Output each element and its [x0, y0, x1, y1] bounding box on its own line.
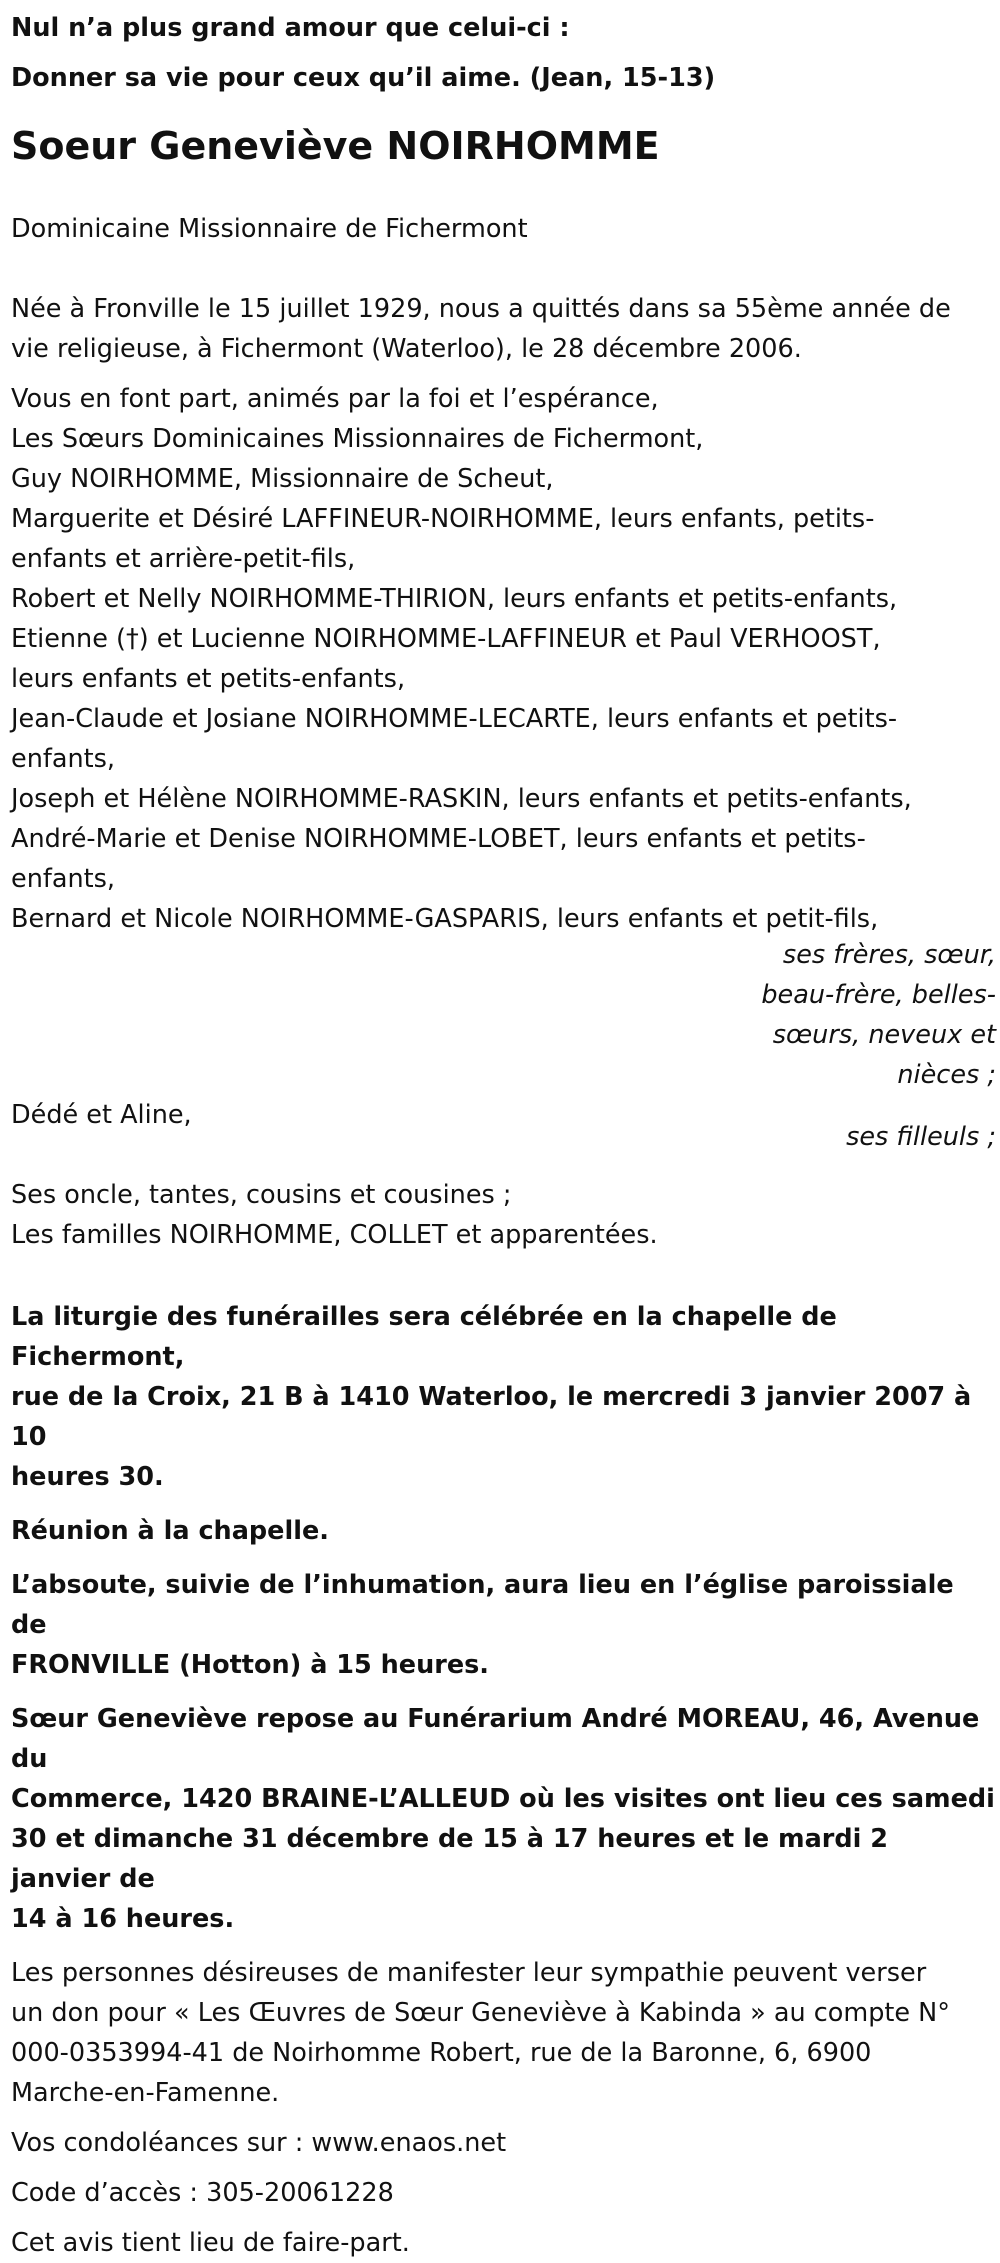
donation-line: Les personnes désireuses de manifester leur sympathie peuvent verser	[11, 1958, 927, 1988]
family-list	[11, 379, 996, 939]
family-line: Robert et Nelly NOIRHOMME-THIRION, leurs enfants et petits-enfants,	[11, 584, 898, 614]
godchildren-names: Dédé et Aline,	[11, 1100, 192, 1130]
siblings-label-line: sœurs, neveux et	[772, 1020, 996, 1050]
absoute-line: FRONVILLE (Hotton) à 15 heures.	[11, 1650, 489, 1680]
family-line: Marguerite et Désiré LAFFINEUR-NOIRHOMME, leurs enfants, petits-	[11, 504, 875, 534]
access-code-line: Code d’accès : 305-20061228	[11, 2178, 394, 2208]
birth-line-1: Née à Fronville le 15 juillet 1929, nous a quittés dans sa 55ème année de	[11, 294, 951, 324]
godchildren-label: ses filleuls ;	[846, 1122, 996, 1152]
page-title: Soeur Geneviève NOIRHOMME	[11, 124, 660, 168]
liturgy-line: La liturgie des funérailles sera célébrée en la chapelle de Fichermont,	[11, 1302, 837, 1372]
reunion-line: Réunion à la chapelle.	[11, 1516, 329, 1546]
birth-paragraph	[11, 289, 996, 369]
repose-line: Commerce, 1420 BRAINE-L’ALLEUD où les visites ont lieu ces samedi	[11, 1784, 995, 1814]
condolences-line: Vos condoléances sur : www.enaos.net	[11, 2128, 507, 2158]
repose-paragraph	[11, 1699, 996, 1939]
quote-line-1: Nul n’a plus grand amour que celui-ci :	[11, 13, 570, 43]
family-line: enfants,	[11, 744, 116, 774]
repose-line: 30 et dimanche 31 décembre de 15 à 17 heures et le mardi 2 janvier de	[11, 1824, 888, 1894]
liturgy-line: rue de la Croix, 21 B à 1410 Waterloo, le mercredi 3 janvier 2007 à 10	[11, 1382, 972, 1452]
donation-paragraph	[11, 1953, 996, 2113]
birth-line-2: vie religieuse, à Fichermont (Waterloo), le 28 décembre 2006.	[11, 334, 802, 364]
family-line: Etienne (†) et Lucienne NOIRHOMME-LAFFINEUR et Paul VERHOOST,	[11, 624, 881, 654]
subtitle: Dominicaine Missionnaire de Fichermont	[11, 214, 528, 244]
family-line: André-Marie et Denise NOIRHOMME-LOBET, leurs enfants et petits-	[11, 824, 866, 854]
family-line: leurs enfants et petits-enfants,	[11, 664, 406, 694]
repose-line: Sœur Geneviève repose au Funérarium André MOREAU, 46, Avenue du	[11, 1704, 980, 1774]
siblings-label-line: nièces ;	[897, 1060, 996, 1090]
family-line: Jean-Claude et Josiane NOIRHOMME-LECARTE, leurs enfants et petits-	[11, 704, 898, 734]
godchildren-row	[11, 1095, 996, 1175]
family-line: enfants et arrière-petit-fils,	[11, 544, 356, 574]
liturgy-paragraph	[11, 1297, 996, 1497]
repose-line: 14 à 16 heures.	[11, 1904, 235, 1934]
donation-line: Marche-en-Famenne.	[11, 2078, 280, 2108]
siblings-label-line: beau-frère, belles-	[761, 980, 996, 1010]
donation-line: 000-0353994-41 de Noirhomme Robert, rue de la Baronne, 6, 6900	[11, 2038, 872, 2068]
siblings-label-line: ses frères, sœur,	[782, 940, 996, 970]
family-line: Guy NOIRHOMME, Missionnaire de Scheut,	[11, 464, 554, 494]
family-line: Vous en font part, animés par la foi et l’espérance,	[11, 384, 659, 414]
obituary-notice	[11, 8, 996, 2263]
family-line: Les Sœurs Dominicaines Missionnaires de Fichermont,	[11, 424, 704, 454]
liturgy-line: heures 30.	[11, 1462, 164, 1492]
quote-line-2: Donner sa vie pour ceux qu’il aime. (Jean, 15-13)	[11, 63, 716, 93]
family-line: Bernard et Nicole NOIRHOMME-GASPARIS, leurs enfants et petit-fils,	[11, 904, 879, 934]
family-line: Joseph et Hélène NOIRHOMME-RASKIN, leurs enfants et petits-enfants,	[11, 784, 912, 814]
uncles-line: Ses oncle, tantes, cousins et cousines ;	[11, 1180, 512, 1210]
absoute-line: L’absoute, suivie de l’inhumation, aura lieu en l’église paroissiale de	[11, 1570, 954, 1640]
family-line: enfants,	[11, 864, 116, 894]
absoute-paragraph	[11, 1565, 996, 1685]
siblings-label	[11, 935, 996, 1095]
notice-line: Cet avis tient lieu de faire-part.	[11, 2228, 410, 2258]
families-line: Les familles NOIRHOMME, COLLET et apparentées.	[11, 1220, 658, 1250]
donation-line: un don pour « Les Œuvres de Sœur Geneviève à Kabinda » au compte N°	[11, 1998, 951, 2028]
